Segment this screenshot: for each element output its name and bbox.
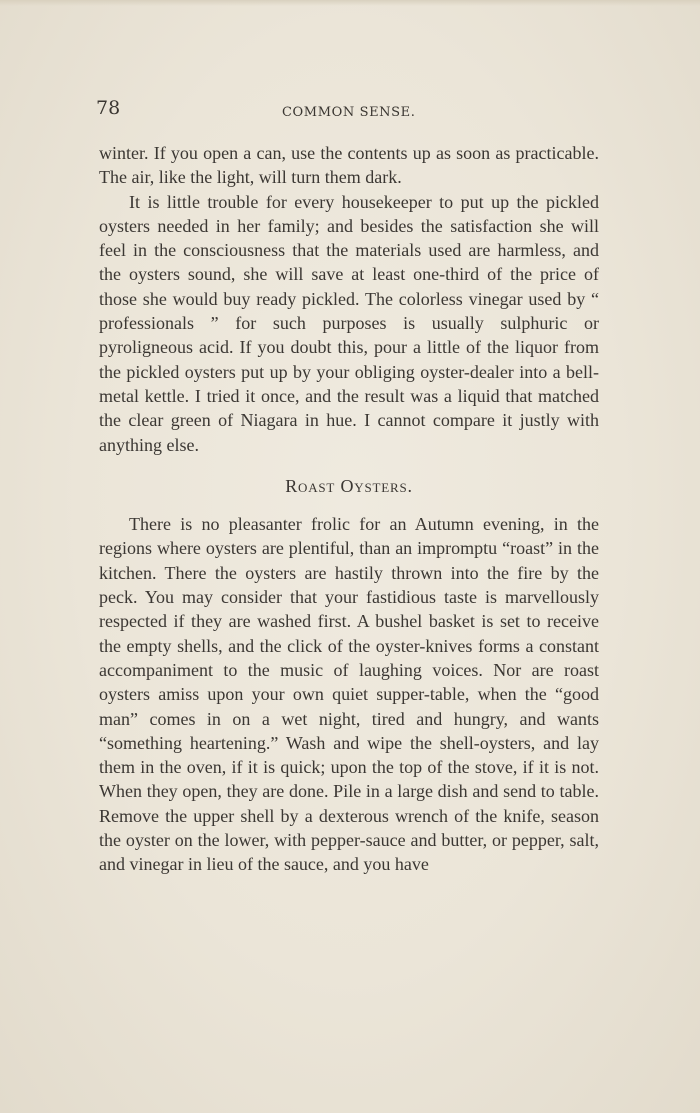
running-head: COMMON SENSE. [282, 105, 416, 120]
body-paragraph-roast-oysters: There is no pleasanter frolic for an Autumn evening, in the regions where oysters are plentiful, than an impromptu “roast” in the kitchen. There the oysters are hastily thrown into the fire by the peck. You may consider that your fastidious taste is marvellously respected if they are washed first. A bushel basket is set to receive the empty shells, and the click of the oyster-knives forms a constant accompaniment to the music of laughing voices. Nor are roast oysters amiss upon your own quiet supper-table, when the “good man” comes in on a wet night, tired and hungry, and wants “something heartening.” Wash and wipe the shell-oysters, and lay them in the oven, if it is quick; upon the top of the stove, if it is not. When they open, they are done. Pile in a large dish and send to table. Remove the upper shell by a dexterous wrench of the knife, season the oyster on the lower, with pepper-sauce and butter, or pepper, salt, and vinegar in lieu of the sauce, and you have [99, 514, 599, 875]
body-paragraph-continuation: winter. If you open a can, use the contents up as soon as practicable. The air, like the light, will turn them dark. [99, 143, 599, 188]
page-header [96, 97, 600, 123]
page-top-edge [0, 0, 700, 6]
body-paragraph-pickled-oysters: It is little trouble for every housekeeper to put up the pickled oysters needed in her family; and besides the satisfaction she will feel in the consciousness that the materials used are harmless, and the oysters sound, she will save at least one-third of the price of those she would buy ready pickled. The colorless vinegar used by “ professionals ” for such purposes is usually sulphuric or pyroligneous acid. If you doubt this, pour a little of the liquor from the pickled oysters put up by your obliging oyster-dealer into a bell-metal kettle. I tried it once, and the result was a liquid that matched the clear green of Niagara in hue. I cannot compare it justly with anything else. [99, 191, 599, 455]
section-heading: Roast Oysters. [285, 475, 413, 496]
page-body [99, 141, 599, 877]
page-number: 78 [96, 97, 121, 119]
